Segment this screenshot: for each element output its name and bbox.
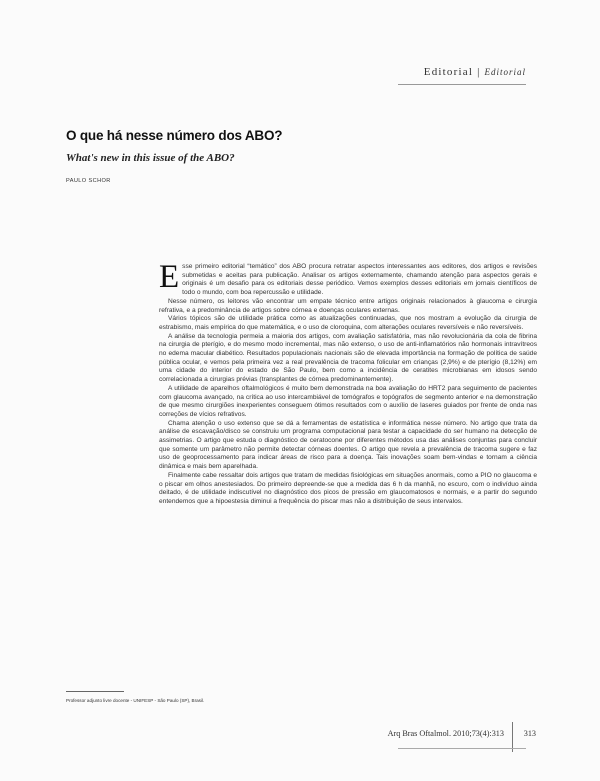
- footer-rule: [398, 748, 526, 749]
- page-number: 313: [523, 729, 536, 738]
- author-name: PAULO SCHOR: [66, 178, 111, 184]
- article-title: O que há nesse número dos ABO?: [66, 128, 283, 143]
- body-paragraph-3: Vários tópicos são de utilidade prática como as atualizações continuadas, que nos mostram a evolução da cirurgia de estrabismo, mais empírica do que matemática, e o uso de cloroquina, com alterações oculares reversíveis e não reversíveis.: [159, 315, 537, 331]
- body-paragraph-2: Nesse número, os leitores vão encontrar um empate técnico entre artigos originais relacionados à glaucoma e cirurgia refrativa, e a predominância de artigos sobre córnea e doenças oculares externas.: [159, 297, 537, 314]
- article-body: [159, 259, 537, 507]
- section-separator: |: [477, 66, 481, 78]
- article-subtitle: What's new in this issue of the ABO?: [66, 152, 235, 164]
- drop-cap: E: [159, 259, 180, 295]
- body-paragraph-1: [159, 259, 537, 298]
- body-paragraph-5: A utilidade de aparelhos oftalmológicos é muito bem demonstrada na boa avaliação do HRT2 para seguimento de pacientes com glaucoma avançado, na crítica ao uso intercambiável de tomógrafos e topógrafos de segmento anterior e na demonstração de que mesmo cirurgiões inexperientes conseguem ótimos resultados com o auxílio de laseres guiados por frente de onda nas correções de vícios refrativos.: [159, 384, 537, 418]
- section-label-en: Editorial: [484, 67, 526, 77]
- footnote-rule: [66, 691, 124, 692]
- body-paragraph-4: A análise da tecnologia permeia a maioria dos artigos, com avaliação satisfatória, mas não revolucionária da cola de fibrina na cirurgia de pterígio, e do mesmo modo incremental, mas não extenso, o uso de anti-inflamatórios não hormonais intravítreos no edema macular diabético. Resultados populacionais nacionais são de elevada importância na formação de política de saúde pública ocular, e vemos pela primeira vez a real prevalência de tracoma folicular em crianças (2,9%) e de pterígio (8,12%) em uma cidade do interior do estado de São Paulo, bem como a incidência de ceratites microbianas em idosos sendo correlacionada a cirurgias prévias (transplantes de córnea predominantemente).: [159, 332, 537, 384]
- header-rule: [398, 84, 526, 85]
- body-paragraph-7: Finalmente cabe ressaltar dois artigos que tratam de medidas fisiológicas em situações anormais, como a PIO no glaucoma e o piscar em olhos anestesiados. Do primeiro depreende-se que a medida das 6 h da manhã, no escuro, com o indivíduo ainda deitado, é de utilidade indiscutível no diagnóstico dos picos de pressão em glaucomatosos e normais, e a partir do segundo entendemos que a hipoestesia diminui a frequência do piscar mas não a distribuição de seus intervalos.: [159, 471, 537, 505]
- section-label-pt: Editorial: [423, 66, 474, 78]
- author-affiliation-footnote: Professor adjunto livre docente - UNIFESP - São Paulo (SP), Brasil.: [66, 698, 205, 703]
- section-header: [424, 66, 526, 78]
- journal-citation: Arq Bras Oftalmol. 2010;73(4):313: [387, 729, 504, 738]
- paragraph-text: sse primeiro editorial “temático” dos ABO procura retratar aspectos interessantes aos editores, dos artigos e revisões submetidas e aceitas para publicação. Analisar os artigos externamente, chamando atenção para aspectos gerais e originais é um desafio para os editoriais desse periódico. Vemos exemplos desses editoriais em jornais científicos de todo o mundo, com boa repercussão e utilidade.: [182, 263, 537, 297]
- body-paragraph-6: Chama atenção o uso extenso que se dá a ferramentas de estatística e informática nesse número. No artigo que trata da análise de escavação/disco se construiu um programa computacional para testar a capacidade do ser humano na detecção de assimetrias. O artigo que estuda o diagnóstico de ceratocone por diferentes métodos usa das análises conjuntas para concluir que somente um parâmetro não permite detectar córneas doentes. O artigo que revela a prevalência de tracoma sugere e faz uso de geoprocessamento para indicar áreas de risco para a doença. Tais inovações soam bem-vindas e tornam a ciência dinâmica e mais bem aparelhada.: [159, 419, 537, 471]
